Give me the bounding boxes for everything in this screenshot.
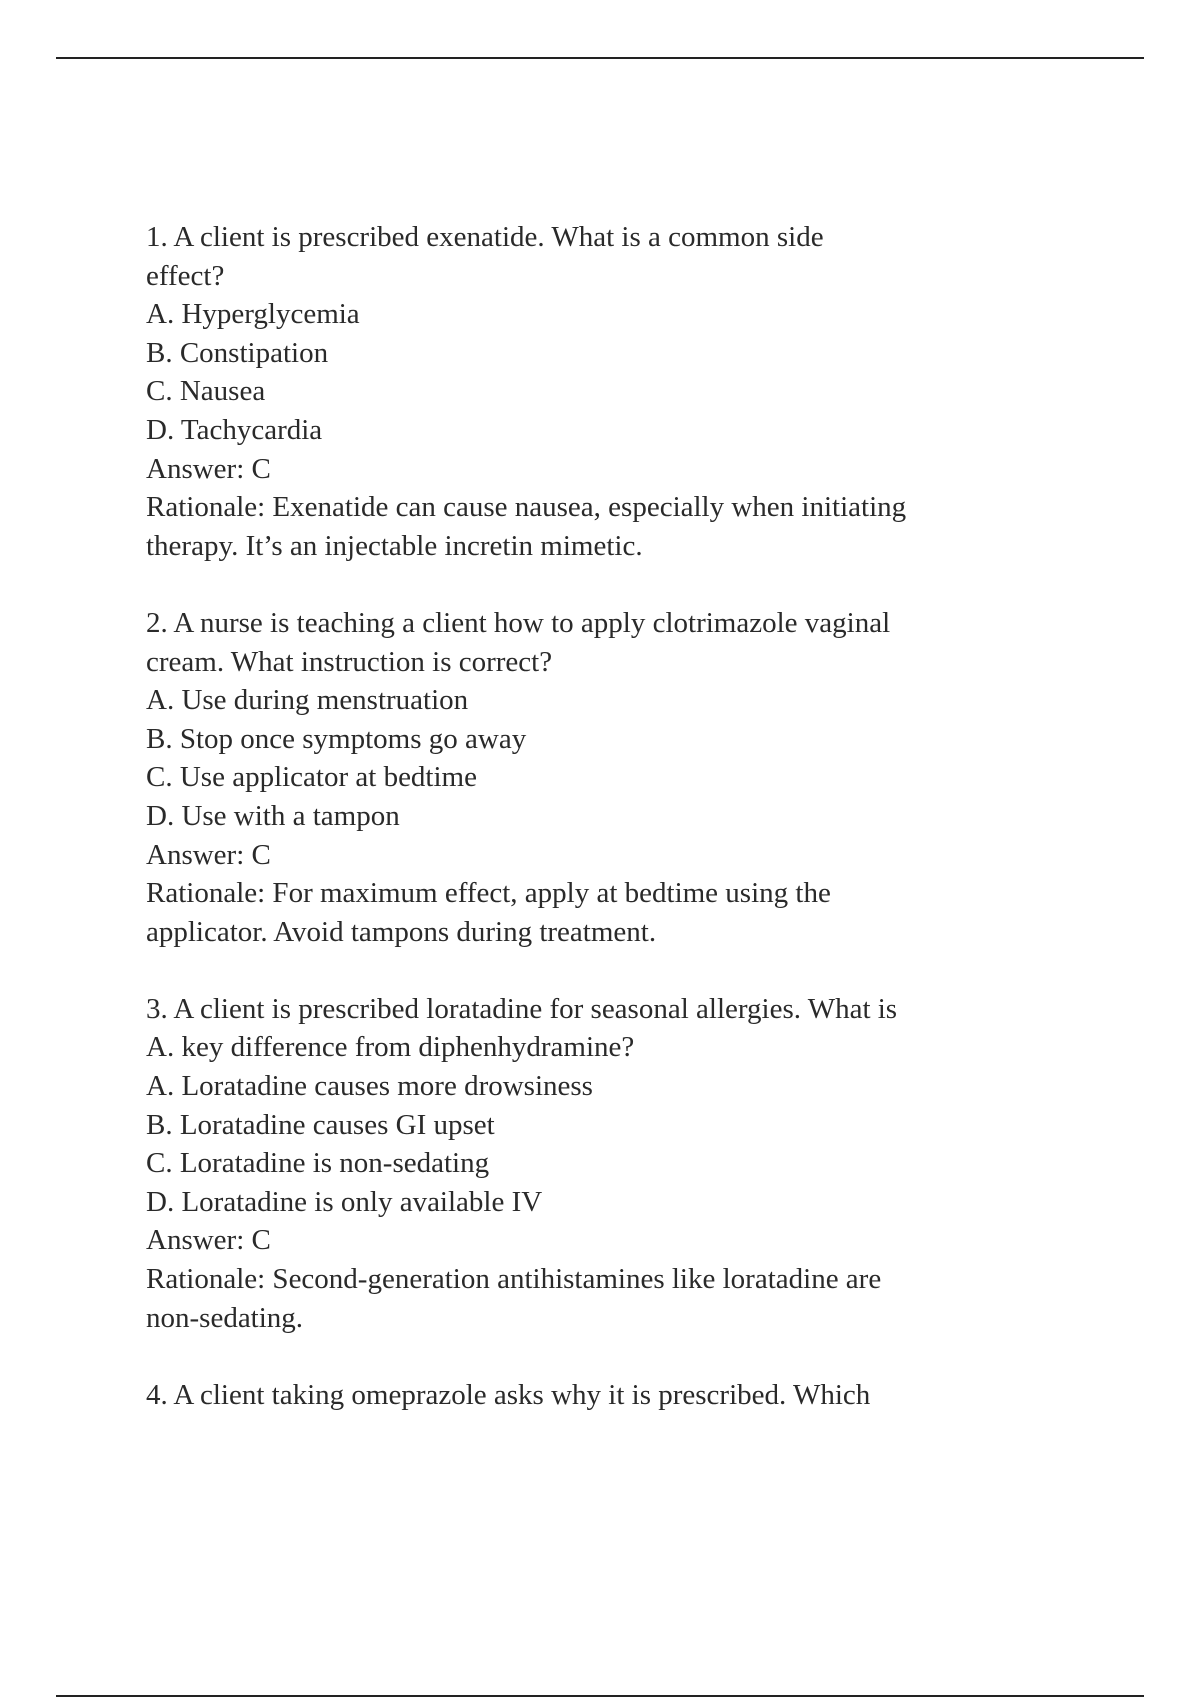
- answer: Answer: C: [146, 838, 271, 871]
- footer-rule: [56, 1695, 1144, 1697]
- answer: Answer: C: [146, 1224, 271, 1257]
- option-d: D. Use with a tampon: [146, 799, 400, 832]
- question-stem: 2. A nurse is teaching a client how to apply clotrimazole vaginal: [146, 606, 891, 639]
- document-body: [146, 218, 1046, 1414]
- option-c: C. Loratadine is non-sedating: [146, 1147, 490, 1180]
- header-rule: [56, 57, 1144, 59]
- question-4: [146, 1376, 1046, 1415]
- option-b: B. Loratadine causes GI upset: [146, 1108, 495, 1141]
- question-3: [146, 990, 1046, 1337]
- rationale: therapy. It’s an injectable incretin mimetic.: [146, 529, 643, 562]
- option-a: A. Loratadine causes more drowsiness: [146, 1070, 593, 1103]
- question-stem: 1. A client is prescribed exenatide. What is a common side: [146, 221, 824, 253]
- option-a: A. Use during menstruation: [146, 684, 469, 717]
- question-stem: cream. What instruction is correct?: [146, 645, 553, 678]
- rationale: Rationale: Exenatide can cause nausea, especially when initiating: [146, 491, 907, 524]
- question-2: [146, 604, 1046, 951]
- paragraph-gap: [146, 951, 1046, 990]
- paragraph-gap: [146, 565, 1046, 604]
- rationale: applicator. Avoid tampons during treatment.: [146, 915, 657, 948]
- option-b: B. Constipation: [146, 336, 329, 369]
- question-1: [146, 218, 1046, 565]
- option-c: C. Nausea: [146, 375, 266, 408]
- option-d: D. Tachycardia: [146, 413, 323, 446]
- question-stem: effect?: [146, 259, 225, 292]
- rationale: Rationale: Second-generation antihistamines like loratadine are: [146, 1263, 882, 1296]
- option-c: C. Use applicator at bedtime: [146, 761, 477, 794]
- question-stem: 3. A client is prescribed loratadine for seasonal allergies. What is: [146, 992, 898, 1025]
- option-a: A. Hyperglycemia: [146, 298, 360, 331]
- question-stem: 4. A client taking omeprazole asks why it is prescribed. Which: [146, 1378, 871, 1411]
- rationale: non-sedating.: [146, 1301, 304, 1334]
- question-stem: A. key difference from diphenhydramine?: [146, 1031, 635, 1064]
- rationale: Rationale: For maximum effect, apply at bedtime using the: [146, 877, 831, 910]
- answer: Answer: C: [146, 452, 271, 485]
- paragraph-gap: [146, 1337, 1046, 1376]
- option-b: B. Stop once symptoms go away: [146, 722, 527, 755]
- option-d: D. Loratadine is only available IV: [146, 1185, 543, 1218]
